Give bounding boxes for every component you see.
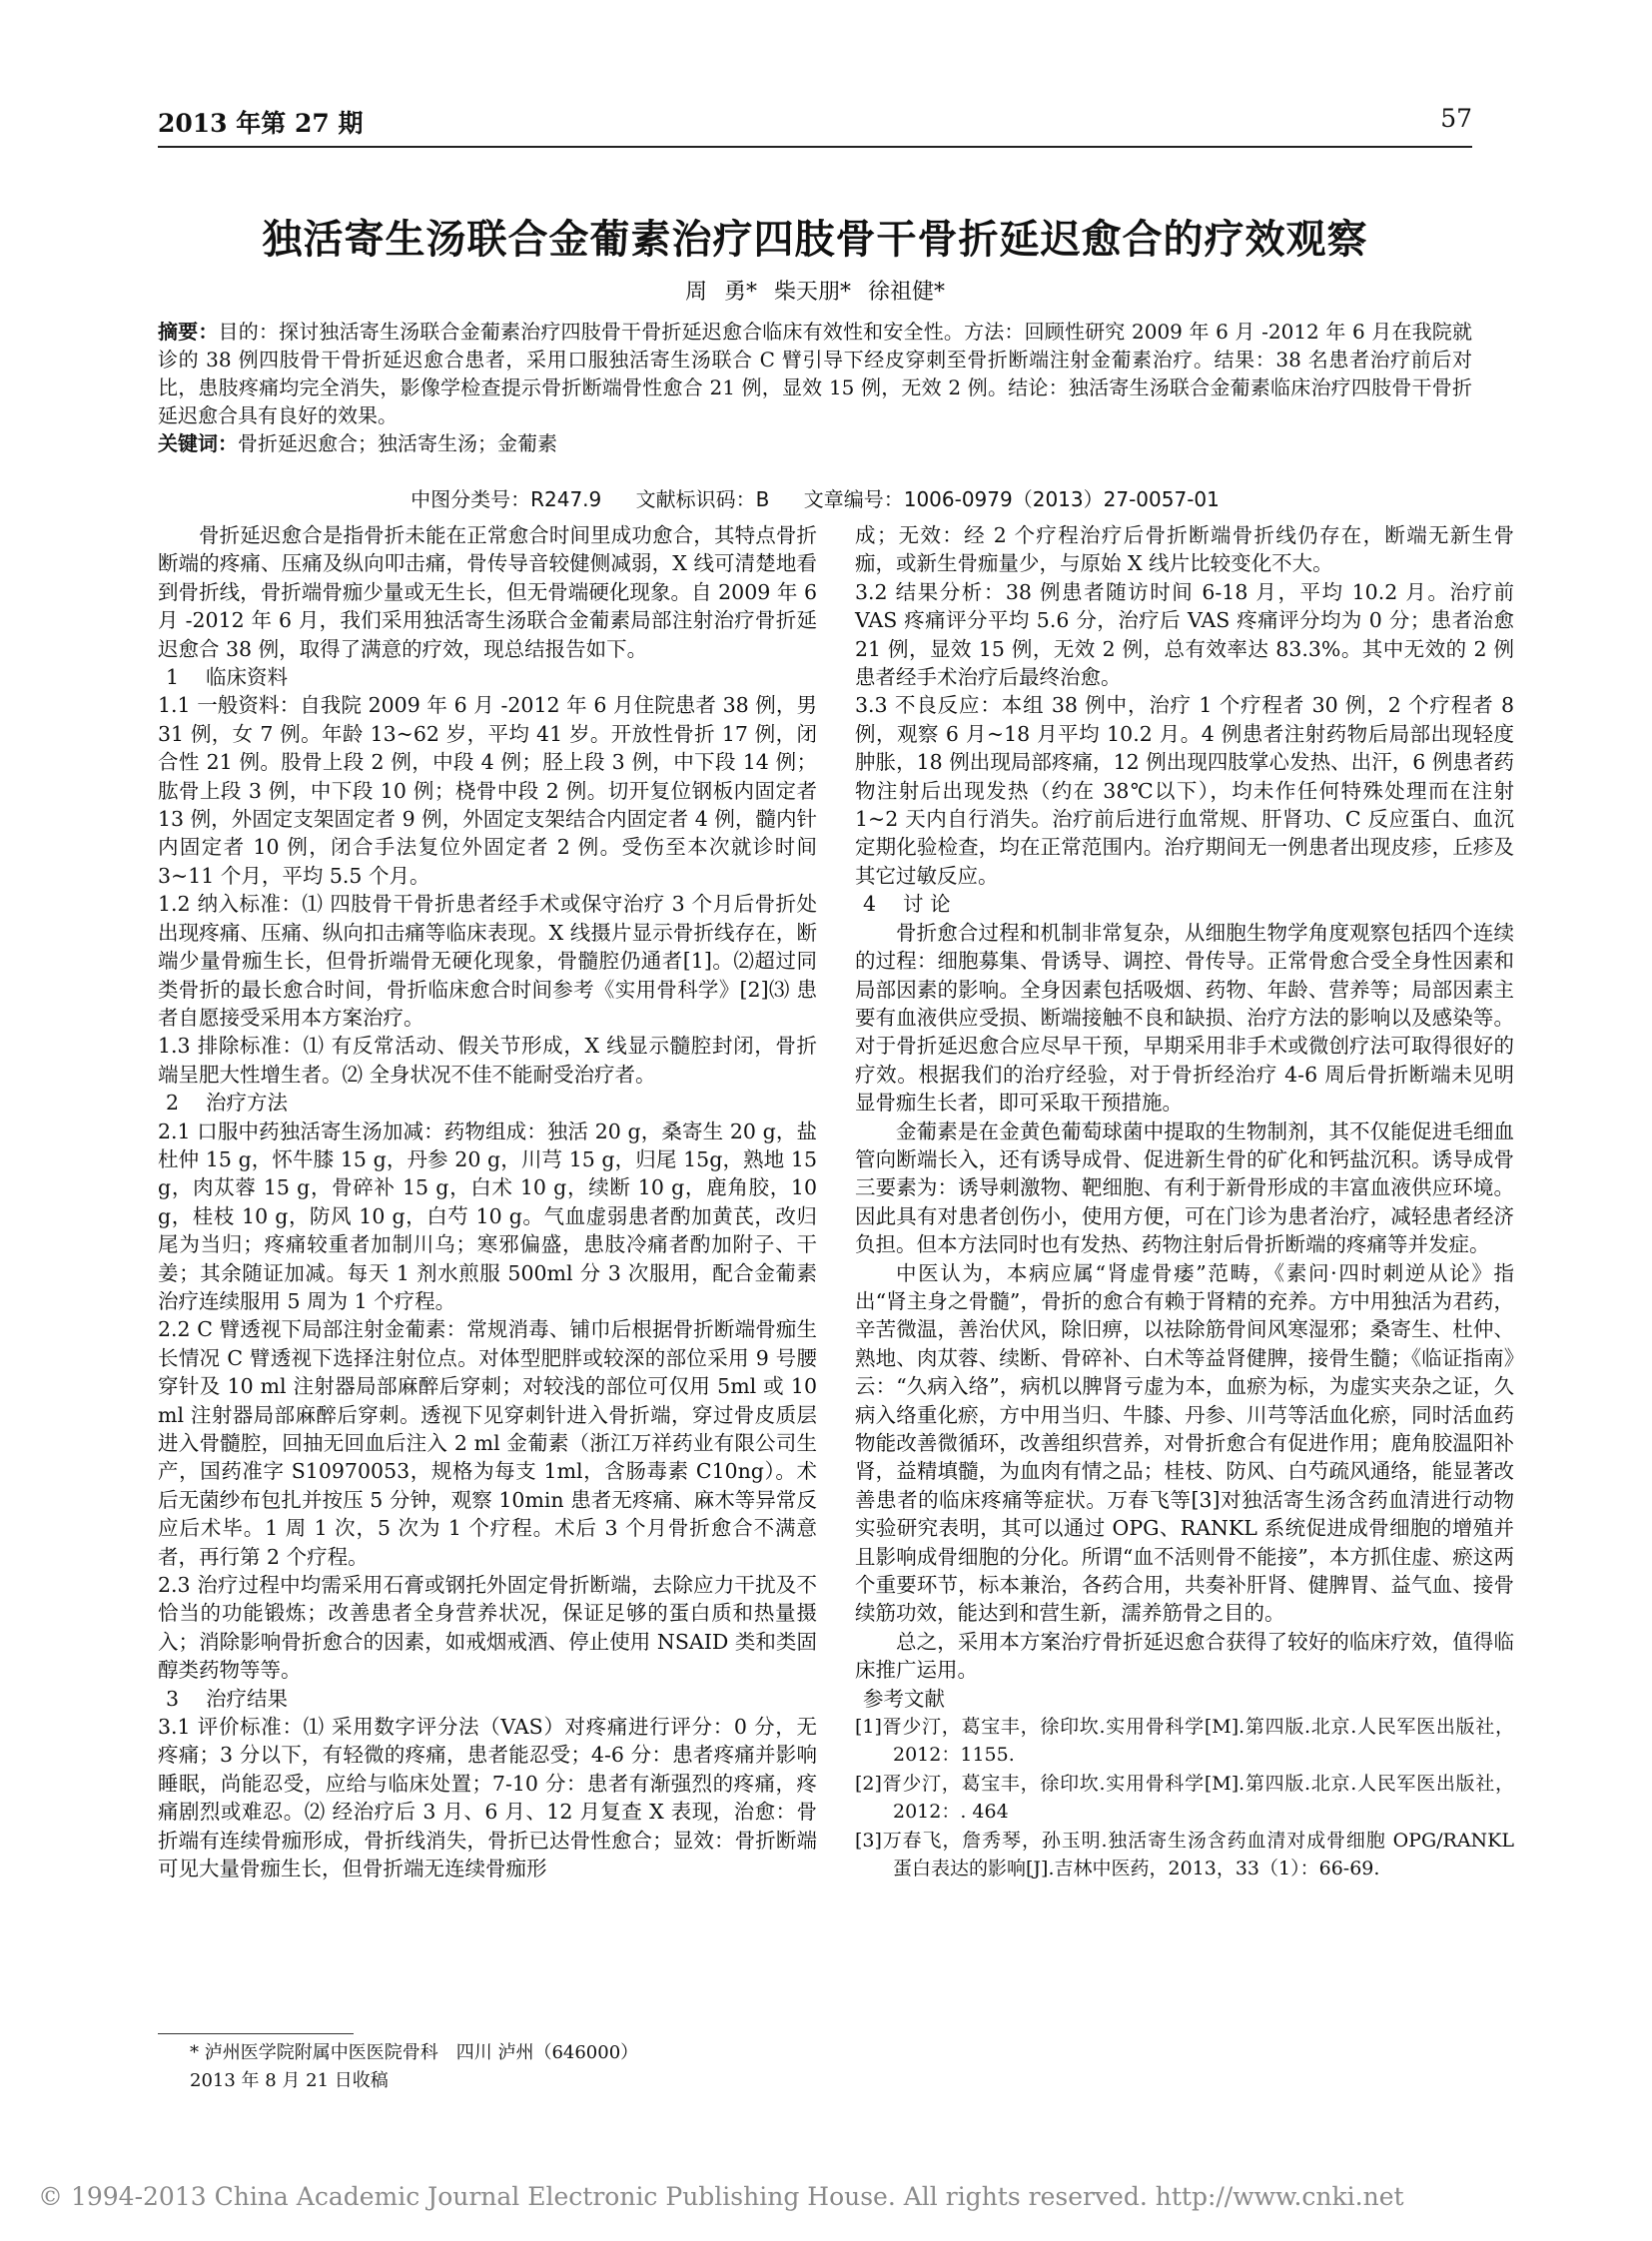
section-heading: 参考文献 (863, 1686, 945, 1711)
body-paragraph: 成；无效：经 2 个疗程治疗后骨折断端骨折线仍存在，断端无新生骨痂，或新生骨痂量少，与原始 X 线片比较变化不大。 (855, 523, 1514, 576)
clc-number: 中图分类号：R247.9 (411, 487, 602, 511)
body-paragraph: 骨折延迟愈合是指骨折未能在正常愈合时间里成功愈合，其特点骨折断端的疼痛、压痛及纵向叩击痛，骨传导音较健侧减弱，X 线可清楚地看到骨折线，骨折端骨痂少量或无生长，但无骨端硬化现象。自 2009 年 6 月 -2012 年 6 月，我们采用独活寄生汤联合金葡素局部注射治疗骨折延迟愈合 38 例，取得了满意的疗效，现总结报告如下。 (158, 523, 817, 661)
keywords-text: 骨折延迟愈合；独活寄生汤；金葡素 (238, 431, 557, 455)
body-column-left (158, 521, 817, 1883)
abstract-text: 目的：探讨独活寄生汤联合金葡素治疗四肢骨干骨折延迟愈合临床有效性和安全性。方法：回顾性研究 2009 年 6 月 -2012 年 6 月在我院就诊的 38 例四肢骨干骨折延迟愈合患者，采用口服独活寄生汤联合 C 臂引导下经皮穿刺至骨折断端注射金葡素治疗。结果：38 名患者治疗前后对比，患肢疼痛均完全消失，影像学检查提示骨折断端骨性愈合 21 例，显效 15 例，无效 2 例。结论：独活寄生汤联合金葡素临床治疗四肢骨干骨折延迟愈合具有良好的效果。 (158, 320, 1472, 427)
section-heading: 2 治疗方法 (166, 1091, 289, 1116)
body-paragraph: 3.3 不良反应：本组 38 例中，治疗 1 个疗程者 30 例，2 个疗程者 8 例，观察 6 月~18 月平均 10.2 月。4 例患者注射药物后局部出现轻度肿胀，18 例出现局部疼痛，12 例出现四肢掌心发热、出汗，6 例患者药物注射后出现发热（约在 38℃以下），均未作任何特殊处理而在注射 1~2 天内自行消失。治疗前后进行血常规、肝肾功、C 反应蛋白、血沉定期化验检查，均在正常范围内。治疗期间无一例患者出现皮疹，丘疹及其它过敏反应。 (855, 693, 1514, 888)
body-paragraph: 1.1 一般资料：自我院 2009 年 6 月 -2012 年 6 月住院患者 38 例，男 31 例，女 7 例。年龄 13~62 岁，平均 41 岁。开放性骨折 17 例，闭合性 21 例。股骨上段 2 例，中段 4 例；胫上段 3 例，中下段 14 例；肱骨上段 3 例，中下段 10 例；桡骨中段 2 例。切开复位钢板内固定者 13 例，外固定支架固定者 9 例，外固定支架结合内固定者 4 例，髓内针内固定者 10 例，闭合手法复位外固定者 2 例。受伤至本次就诊时间 3~11 个月，平均 5.5 个月。 (158, 693, 817, 888)
body-column-right (855, 521, 1514, 1883)
reference-item: [1]胥少汀，葛宝丰，徐印坎.实用骨科学[M].第四版.北京.人民军医出版社，2012：1155. (855, 1716, 1514, 1767)
abstract-block (158, 318, 1472, 457)
body-paragraph: 总之，采用本方案治疗骨折延迟愈合获得了较好的临床疗效，值得临床推广运用。 (855, 1629, 1514, 1683)
page-number: 57 (1440, 104, 1472, 133)
body-paragraph: 骨折愈合过程和机制非常复杂，从细胞生物学角度观察包括四个连续的过程：细胞募集、骨诱导、调控、骨传导。正常骨愈合受全身性因素和局部因素的影响。全身因素包括吸烟、药物、年龄、营养等；局部因素主要有血液供应受损、断端接触不良和缺损、治疗方法的影响以及感染等。对于骨折延迟愈合应尽早干预，早期采用非手术或微创疗法可取得很好的疗效。根据我们的治疗经验，对于骨折经治疗 4-6 周后骨折断端未见明显骨痂生长者，即可采取干预措施。 (855, 920, 1514, 1116)
keywords-paragraph (158, 429, 1472, 457)
document-code: 文献标识码：B (635, 487, 770, 511)
copyright-notice: © 1994-2013 China Academic Journal Electronic Publishing House. All rights reserved. http://www.cnki.net (38, 2182, 1404, 2211)
body-paragraph: 1.2 纳入标准：⑴ 四肢骨干骨折患者经手术或保守治疗 3 个月后骨折处出现疼痛、压痛、纵向扣击痛等临床表现。X 线摄片显示骨折线存在，断端少量骨痂生长，但骨折端骨无硬化现象，骨髓腔仍通者[1]。⑵超过同类骨折的最长愈合时间，骨折临床愈合时间参考《实用骨科学》[2]⑶ 患者自愿接受采用本方案治疗。 (158, 892, 817, 1030)
section-heading: 1 临床资料 (166, 665, 289, 690)
keywords-label: 关键词： (158, 431, 238, 455)
abstract-label: 摘要： (158, 320, 219, 344)
body-paragraph: 中医认为，本病应属“肾虚骨痿”范畴，《素问·四时刺逆从论》指出“肾主身之骨髓”，骨折的愈合有赖于肾精的充养。方中用独活为君药，辛苦微温，善治伏风，除旧痹，以祛除筋骨间风寒湿邪；桑寄生、杜仲、熟地、肉苁蓉、续断、骨碎补、白术等益肾健脾，接骨生髓；《临证指南》云：“久病入络”，病机以脾肾亏虚为本，血瘀为标，为虚实夹杂之证，久病入络重化瘀，方中用当归、牛膝、丹参、川芎等活血化瘀，同时活血药物能改善微循环，改善组织营养，对骨折愈合有促进作用；鹿角胶温阳补肾，益精填髓，为血肉有情之品；桂枝、防风、白芍疏风通络，能显著改善患者的临床疼痛等症状。万春飞等[3]对独活寄生汤含药血清进行动物实验研究表明，其可以通过 OPG、RANKL 系统促进成骨细胞的增殖并且影响成骨细胞的分化。所谓“血不活则骨不能接”，本方抓住虚、瘀这两个重要环节，标本兼治，各药合用，共奏补肝肾、健脾胃、益气血、接骨续筋功效，能达到和营生新，濡养筋骨之目的。 (855, 1260, 1514, 1626)
body-paragraph: 3.2 结果分析：38 例患者随访时间 6-18 月，平均 10.2 月。治疗前 VAS 疼痛评分平均 5.6 分，治疗后 VAS 疼痛评分均为 0 分；患者治愈 21 例，显效 15 例，无效 2 例，总有效率达 83.3%。其中无效的 2 例患者经手术治疗后最终治愈。 (855, 579, 1514, 690)
article-authors: 周 勇* 柴天朋* 徐祖健* (685, 280, 945, 305)
article-number: 文章编号：1006-0979（2013）27-0057-01 (803, 487, 1220, 511)
footnote-received: 2013 年 8 月 21 日收稿 (190, 2070, 389, 2091)
body-paragraph: 2.3 治疗过程中均需采用石膏或钢托外固定骨折断端，去除应力干扰及不恰当的功能锻炼；改善患者全身营养状况，保证足够的蛋白质和热量摄入；消除影响骨折愈合的因素，如戒烟戒酒、停止使用 NSAID 类和类固醇类药物等等。 (158, 1573, 817, 1683)
body-paragraph: 3.1 评价标准：⑴ 采用数字评分法（VAS）对疼痛进行评分：0 分，无疼痛；3 分以下，有轻微的疼痛，患者能忍受；4-6 分：患者疼痛并影响睡眠，尚能忍受，应给与临床处置；7-10 分：患者有渐强烈的疼痛，疼痛剧烈或难忍。⑵ 经治疗后 3 月、6 月、12 月复查 X 表现，治愈：骨折端有连续骨痂形成，骨折线消失，骨折已达骨性愈合；显效：骨折断端可见大量骨痂生长，但骨折端无连续骨痂形 (158, 1715, 817, 1881)
reference-item: [3]万春飞，詹秀琴，孙玉明.独活寄生汤含药血清对成骨细胞 OPG/RANKL 蛋白表达的影响[J].吉林中医药，2013，33（1）：66-69. (855, 1829, 1514, 1880)
body-paragraph: 2.1 口服中药独活寄生汤加减：药物组成：独活 20 g，桑寄生 20 g，盐杜仲 15 g，怀牛膝 15 g，丹参 20 g，川芎 15 g，归尾 15g，熟地 15 g，肉苁蓉 15 g，骨碎补 15 g，白术 10 g，续断 10 g，鹿角胶，10 g，桂枝 10 g，防风 10 g，白芍 10 g。气血虚弱患者酌加黄芪，改归尾为当归；疼痛较重者加制川乌；寒邪偏盛，患肢冷痛者酌加附子、干姜；其余随证加减。每天 1 剂水煎服 500ml 分 3 次服用，配合金葡素治疗连续服用 5 周为 1 个疗程。 (158, 1119, 817, 1313)
running-header (158, 104, 1472, 144)
abstract-paragraph (158, 318, 1472, 429)
classification-line (158, 483, 1472, 512)
footnote-affiliation: * 泸州医学院附属中医医院骨科 四川 泸州（646000） (190, 2042, 639, 2063)
header-rule (158, 146, 1472, 148)
body-paragraph: 金葡素是在金黄色葡萄球菌中提取的生物制剂，其不仅能促进毛细血管向断端长入，还有诱导成骨、促进新生骨的矿化和钙盐沉积。诱导成骨三要素为：诱导刺激物、靶细胞、有利于新骨形成的丰富血液供应环境。因此具有对患者创伤小，使用方便，可在门诊为患者治疗，减轻患者经济负担。但本方法同时也有发热、药物注射后骨折断端的疼痛等并发症。 (855, 1119, 1514, 1257)
section-heading: 3 治疗结果 (166, 1686, 289, 1711)
footnote (190, 2039, 638, 2095)
article-title: 独活寄生汤联合金葡素治疗四肢骨干骨折延迟愈合的疗效观察 (262, 216, 1368, 263)
section-heading: 4 讨 论 (863, 892, 951, 917)
body-paragraph: 1.3 排除标准：⑴ 有反常活动、假关节形成，X 线显示髓腔封闭，骨折端呈肥大性增生者。⑵ 全身状况不佳不能耐受治疗者。 (158, 1034, 817, 1087)
body-paragraph: 2.2 C 臂透视下局部注射金葡素：常规消毒、铺巾后根据骨折断端骨痂生长情况 C 臂透视下选择注射位点。对体型肥胖或较深的部位采用 9 号腰穿针及 10 ml 注射器局部麻醉后穿刺；对较浅的部位可仅用 5ml 或 10 ml 注射器局部麻醉后穿刺。透视下见穿刺针进入骨折端，穿过骨皮质层进入骨髓腔，回抽无回血后注入 2 ml 金葡素（浙江万祥药业有限公司生产，国药准字 S10970053，规格为每支 1ml，含肠毒素 C10ng）。术后无菌纱布包扎并按压 5 分钟，观察 10min 患者无疼痛、麻木等异常反应后术毕。1 周 1 次，5 次为 1 个疗程。术后 3 个月骨折愈合不满意者，再行第 2 个疗程。 (158, 1317, 817, 1569)
issue-label: 2013 年第 27 期 (158, 109, 364, 138)
footnote-rule (158, 2033, 354, 2034)
reference-item: [2]胥少汀，葛宝丰，徐印坎.实用骨科学[M].第四版.北京.人民军医出版社，2012：. 464 (855, 1772, 1514, 1824)
